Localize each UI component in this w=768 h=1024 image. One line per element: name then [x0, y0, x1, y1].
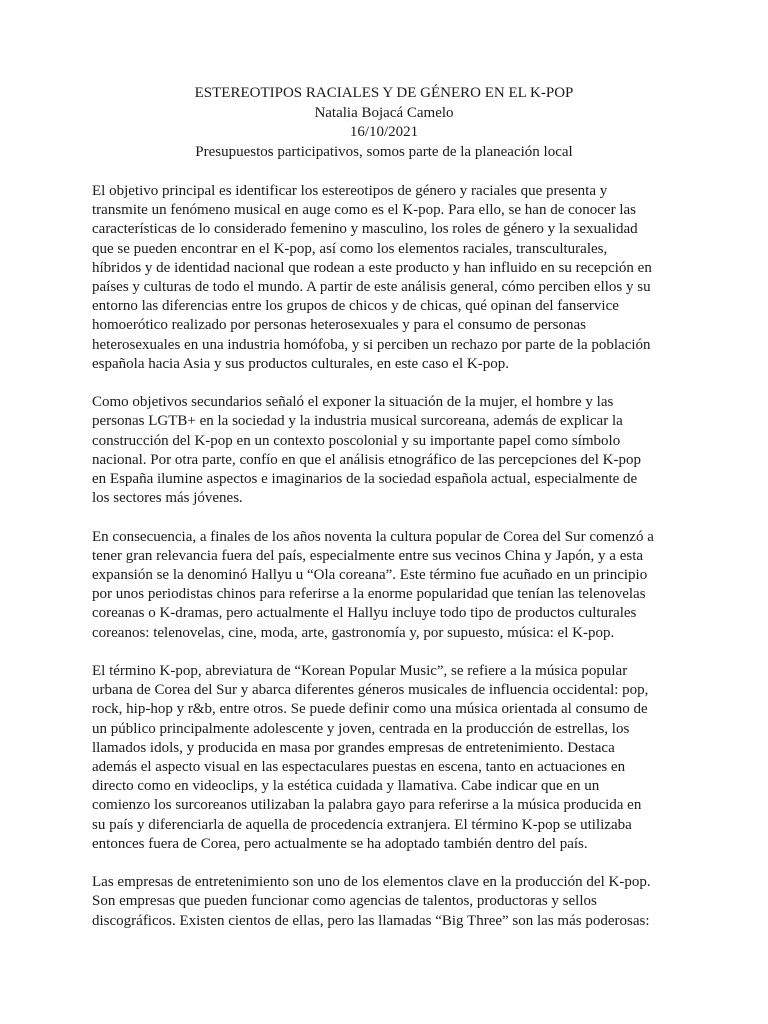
paragraph-line: discográficos. Existen cientos de ellas, pero las llamadas “Big Three” son las más poderosas:	[92, 912, 650, 929]
paragraph-line: En consecuencia, a finales de los años noventa la cultura popular de Corea del Sur comenzó a	[92, 528, 654, 545]
paragraph-line: directo como en videoclips, y la estética cuidada y llamativa. Cabe indicar que en un	[92, 778, 600, 795]
paragraph-line: por unos periodistas chinos para referirse a la enorme popularidad que tenían las telenovelas	[92, 586, 646, 603]
paragraph-line: coreanas o K-dramas, pero actualmente el Hallyu incluye todo tipo de productos culturales	[92, 605, 637, 622]
paragraph-line: coreanos: telenovelas, cine, moda, arte, gastronomía y, por supuesto, música: el K-pop.	[92, 624, 615, 641]
paragraph-line: personas LGTB+ en la sociedad y la industria musical surcoreana, además de explicar la	[92, 413, 623, 430]
paragraph-line: entorno las diferencias entre los grupos de chicos y de chicas, qué opinan del fanservice	[92, 298, 619, 315]
paragraph-line: un público principalmente adolescente y joven, centrada en la producción de estrellas, los	[92, 720, 630, 737]
paragraph-line: urbana de Corea del Sur y abarca diferentes géneros musicales de influencia occidental: pop,	[92, 682, 649, 699]
document-date: 16/10/2021	[349, 124, 419, 140]
paragraph	[92, 873, 692, 931]
paragraph-line: que se pueden encontrar en el K-pop, así como los elementos raciales, transculturales,	[92, 240, 608, 257]
paragraph-line: expansión se la denominó Hallyu u “Ola coreana”. Este término fue acuñado en un principio	[92, 567, 648, 584]
paragraph-line: entonces fuera de Corea, pero actualmente se ha adoptado también dentro del país.	[92, 835, 588, 852]
paragraph-line: construcción del K-pop en un contexto poscolonial y su importante papel como símbolo	[92, 432, 621, 449]
paragraph-line: tener gran relevancia fuera del país, especialmente entre sus vecinos China y Japón, y a esta	[92, 547, 644, 564]
paragraph	[92, 662, 692, 854]
paragraph-line: rock, hip-hop y r&b, entre otros. Se puede definir como una música orientada al consumo de	[92, 701, 648, 718]
paragraph-line: española hacia Asia y sus productos culturales, en este caso el K-pop.	[92, 355, 509, 372]
paragraph-line: Son empresas que pueden funcionar como agencias de talentos, productoras y sellos	[92, 893, 597, 910]
document-subtitle: Presupuestos participativos, somos parte de la planeación local	[195, 143, 573, 160]
paragraph	[92, 393, 692, 508]
paragraph-line: híbridos y de identidad nacional que rodean a este producto y han influido en su recepción en	[92, 259, 652, 276]
paragraph-line: llamados idols, y producida en masa por grandes empresas de entretenimiento. Destaca	[92, 739, 615, 756]
paragraph-line: Como objetivos secundarios señaló el exponer la situación de la mujer, el hombre y las	[92, 394, 614, 411]
paragraph-line: en España ilumine aspectos e imaginarios de la sociedad española actual, especialmente de	[92, 471, 638, 488]
paragraph	[92, 528, 692, 643]
paragraph-line: los sectores más jóvenes.	[92, 490, 243, 507]
document-author: Natalia Bojacá Camelo	[314, 104, 454, 121]
paragraph-line: países y culturas de todo el mundo. A partir de este análisis general, cómo perciben ellos y su	[92, 279, 651, 296]
paragraph-line: además el aspecto visual en las espectaculares puestas en escena, tanto en actuaciones en	[92, 759, 626, 776]
paragraph-line: comienzo los surcoreanos utilizaban la palabra gayo para referirse a la música producida en	[92, 797, 642, 814]
paragraph-line: nacional. Por otra parte, confío en que el análisis etnográfico de las percepciones del K-pop	[92, 451, 641, 468]
document-header	[0, 84, 768, 162]
paragraph-line: El objetivo principal es identificar los estereotipos de género y raciales que presenta y	[92, 183, 608, 199]
paragraph-line: Las empresas de entretenimiento son uno de los elementos clave en la producción del K-pop.	[92, 874, 651, 891]
paragraph-line: homoerótico realizado por personas heterosexuales y para el consumo de personas	[92, 317, 586, 334]
paragraph-line: heterosexuales en una industria homófoba, y si perciben un rechazo por parte de la población	[92, 336, 651, 353]
paragraph-line: El término K-pop, abreviatura de “Korean Popular Music”, se refiere a la música popular	[92, 663, 628, 680]
paragraph-line: su país y diferenciarla de aquella de procedencia extranjera. El término K-pop se utilizaba	[92, 816, 632, 833]
paragraph	[92, 182, 692, 374]
document-body	[92, 182, 692, 950]
paragraph-line: transmite un fenómeno musical en auge como es el K-pop. Para ello, se han de conocer las	[92, 202, 636, 219]
paragraph-line: características de lo considerado femenino y masculino, los roles de género y la sexualidad	[92, 221, 638, 238]
document-title: ESTEREOTIPOS RACIALES Y DE GÉNERO EN EL K-POP	[194, 85, 574, 101]
